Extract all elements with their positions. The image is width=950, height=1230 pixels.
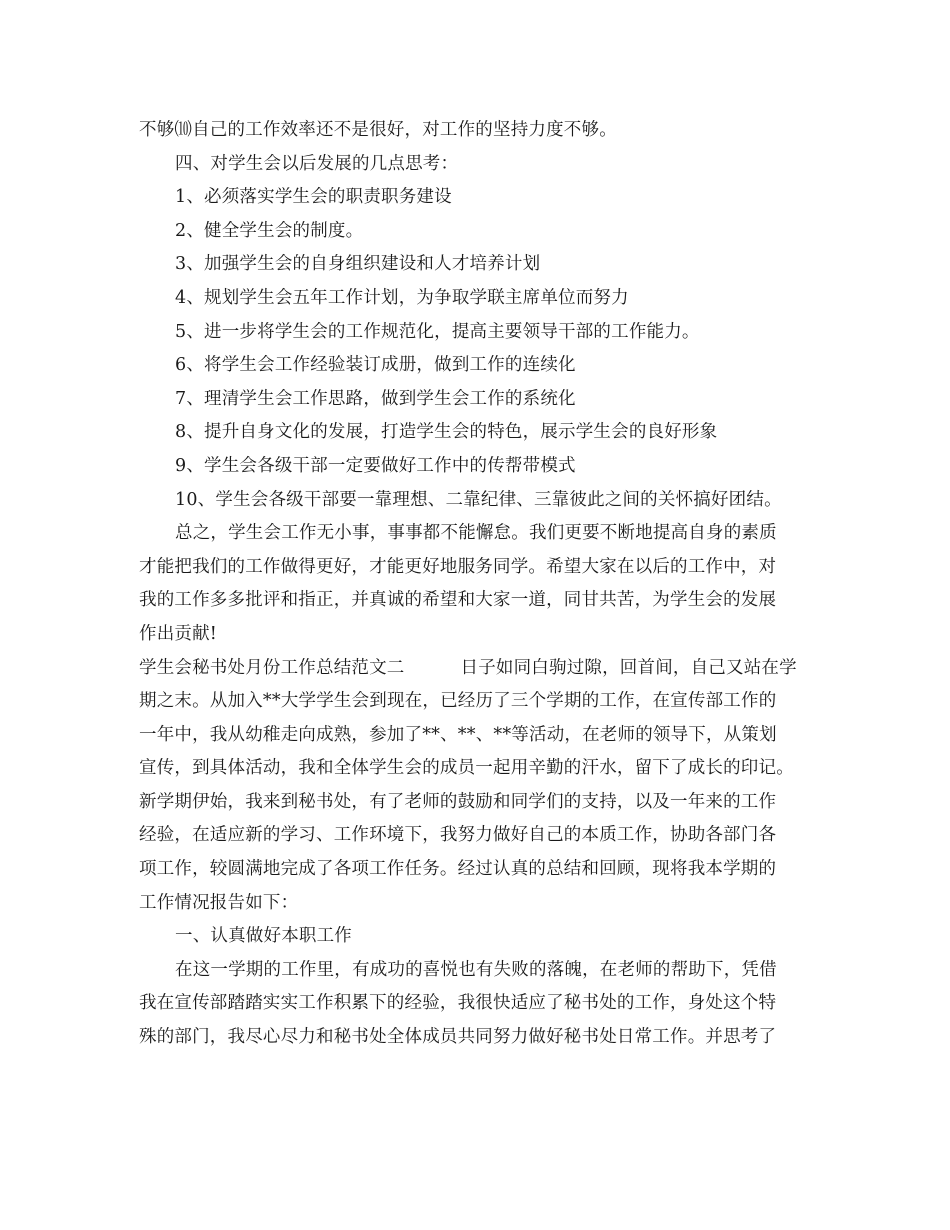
article-title: 学生会秘书处月份工作总结范文二 [139,657,405,678]
list-item: 5、进一步将学生会的工作规范化，提高主要领导干部的工作能力。 [175,321,700,342]
paragraph-line: 宣传，到具体活动，我和全体学生会的成员一起用辛勤的汗水，留下了成长的印记。 [139,758,794,779]
document-body [139,114,819,1055]
paragraph-line: 新学期伊始，我来到秘书处，有了老师的鼓励和同学们的支持，以及一年来的工作 [139,791,777,812]
paragraph-line: 一年中，我从幼稚走向成熟，参加了**、**、**等活动，在老师的领导下，从策划 [139,724,777,745]
paragraph-line: 我在宣传部踏踏实实工作积累下的经验，我很快适应了秘书处的工作，身处这个特 [139,993,777,1014]
list-item: 1、必须落实学生会的职责职务建设 [175,187,452,208]
list-item: 3、加强学生会的自身组织建设和人才培养计划 [175,254,541,275]
paragraph-line: 项工作，较圆满地完成了各项工作任务。经过认真的总结和回顾，现将我本学期的 [139,859,777,880]
list-item: 6、将学生会工作经验装订成册，做到工作的连续化 [175,355,576,376]
paragraph-line: 日子如同白驹过隙，回首间，自己又站在学 [460,657,797,678]
article-title-line [139,652,819,686]
list-item: 9、学生会各级干部一定要做好工作中的传帮带模式 [175,455,576,476]
list-item: 10、学生会各级干部要一靠理想、二靠纪律、三靠彼此之间的关怀搞好团结。 [175,489,782,510]
list-item: 7、理清学生会工作思路，做到学生会工作的系统化 [175,388,576,409]
section-heading: 四、对学生会以后发展的几点思考： [175,153,459,174]
section-heading: 一、认真做好本职工作 [175,926,352,947]
paragraph-line: 殊的部门，我尽心尽力和秘书处全体成员共同努力做好秘书处日常工作。并思考了 [139,1027,777,1048]
paragraph-line: 在这一学期的工作里，有成功的喜悦也有失败的落魄，在老师的帮助下，凭借 [175,959,777,980]
list-item: 2、健全学生会的制度。 [175,220,364,241]
text-line: 不够⑽自己的工作效率还不是很好，对工作的坚持力度不够。 [139,120,617,140]
list-item: 8、提升自身文化的发展，打造学生会的特色，展示学生会的良好形象 [175,422,718,443]
paragraph-line: 经验，在适应新的学习、工作环境下，我努力做好自己的本质工作，协助各部门各 [139,825,777,846]
paragraph-line: 才能把我们的工作做得更好，才能更好地服务同学。希望大家在以后的工作中，对 [139,556,777,577]
paragraph-line: 作出贡献! [139,623,218,644]
paragraph-line: 总之，学生会工作无小事，事事都不能懈怠。我们更要不断地提高自身的素质 [175,523,777,544]
list-item: 4、规划学生会五年工作计划，为争取学联主席单位而努力 [175,287,629,308]
paragraph-line: 我的工作多多批评和指正，并真诚的希望和大家一道，同甘共苦，为学生会的发展 [139,590,777,611]
paragraph-line: 期之末。从加入**大学学生会到现在，已经历了三个学期的工作，在宣传部工作的 [139,691,777,712]
paragraph-line: 工作情况报告如下： [139,892,299,913]
